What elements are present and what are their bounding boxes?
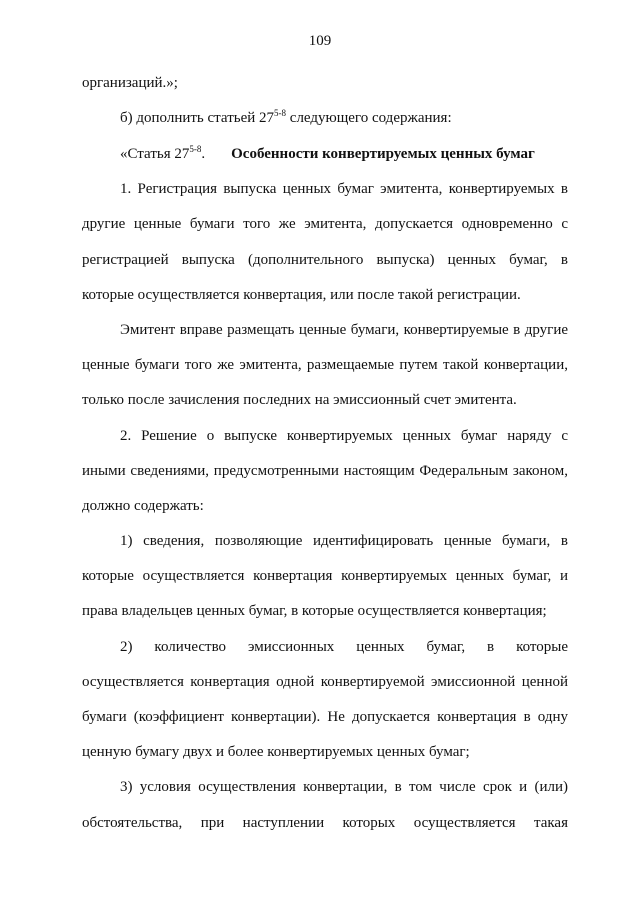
article-heading [120, 144, 568, 164]
text-line: 2. Решение о выпуске конвертируемых ценных бумаг наряду с [120, 428, 568, 444]
text-fragment: следующего содержания: [286, 110, 452, 126]
text-line: обстоятельства, при наступлении которых осуществляется такая [82, 815, 568, 831]
text-line: 3) условия осуществления конвертации, в том числе срок и (или) [120, 779, 568, 795]
article-title: Особенности конвертируемых ценных бумаг [231, 146, 535, 162]
text-line [120, 108, 568, 128]
text-line: другие ценные бумаги того же эмитента, допускается одновременно с [82, 216, 568, 232]
text-line: 1) сведения, позволяющие идентифицировать ценные бумаги, в [120, 533, 568, 549]
text-line: только после зачисления последних на эмиссионный счет эмитента. [82, 392, 517, 408]
text-line: права владельцев ценных бумаг, в которые осуществляется конвертация; [82, 603, 547, 619]
text-line: 2) количество эмиссионных ценных бумаг, в которые [120, 639, 568, 655]
text-line: которые осуществляется конвертация конвертируемых ценных бумаг, и [82, 568, 568, 584]
text-line: 1. Регистрация выпуска ценных бумаг эмитента, конвертируемых в [120, 181, 568, 197]
superscript: 5-8 [189, 144, 202, 154]
text-line: организаций.»; [82, 75, 178, 91]
text-line: регистрацией выпуска (дополнительного выпуска) ценных бумаг, в [82, 252, 568, 268]
text-line: иными сведениями, предусмотренными настоящим Федеральным законом, [82, 463, 568, 479]
text-line: должно содержать: [82, 498, 204, 514]
text-line: бумаги (коэффициент конвертации). Не допускается конвертация в одну [82, 709, 568, 725]
page-number: 109 [308, 33, 332, 49]
text-line: которые осуществляется конвертация, или после такой регистрации. [82, 287, 521, 303]
text-line: ценные бумаги того же эмитента, размещаемые путем такой конвертации, [82, 357, 568, 373]
superscript: 5-8 [274, 108, 287, 118]
text-fragment: б) дополнить статьей 27 [120, 110, 275, 126]
text-line: осуществляется конвертация одной конвертируемой эмиссионной ценной [82, 674, 568, 690]
text-fragment: «Статья 27 [120, 146, 190, 162]
text-line: Эмитент вправе размещать ценные бумаги, конвертируемые в другие [120, 322, 568, 338]
text-line: ценную бумагу двух и более конвертируемых ценных бумаг; [82, 744, 470, 760]
text-fragment: . [201, 146, 206, 162]
